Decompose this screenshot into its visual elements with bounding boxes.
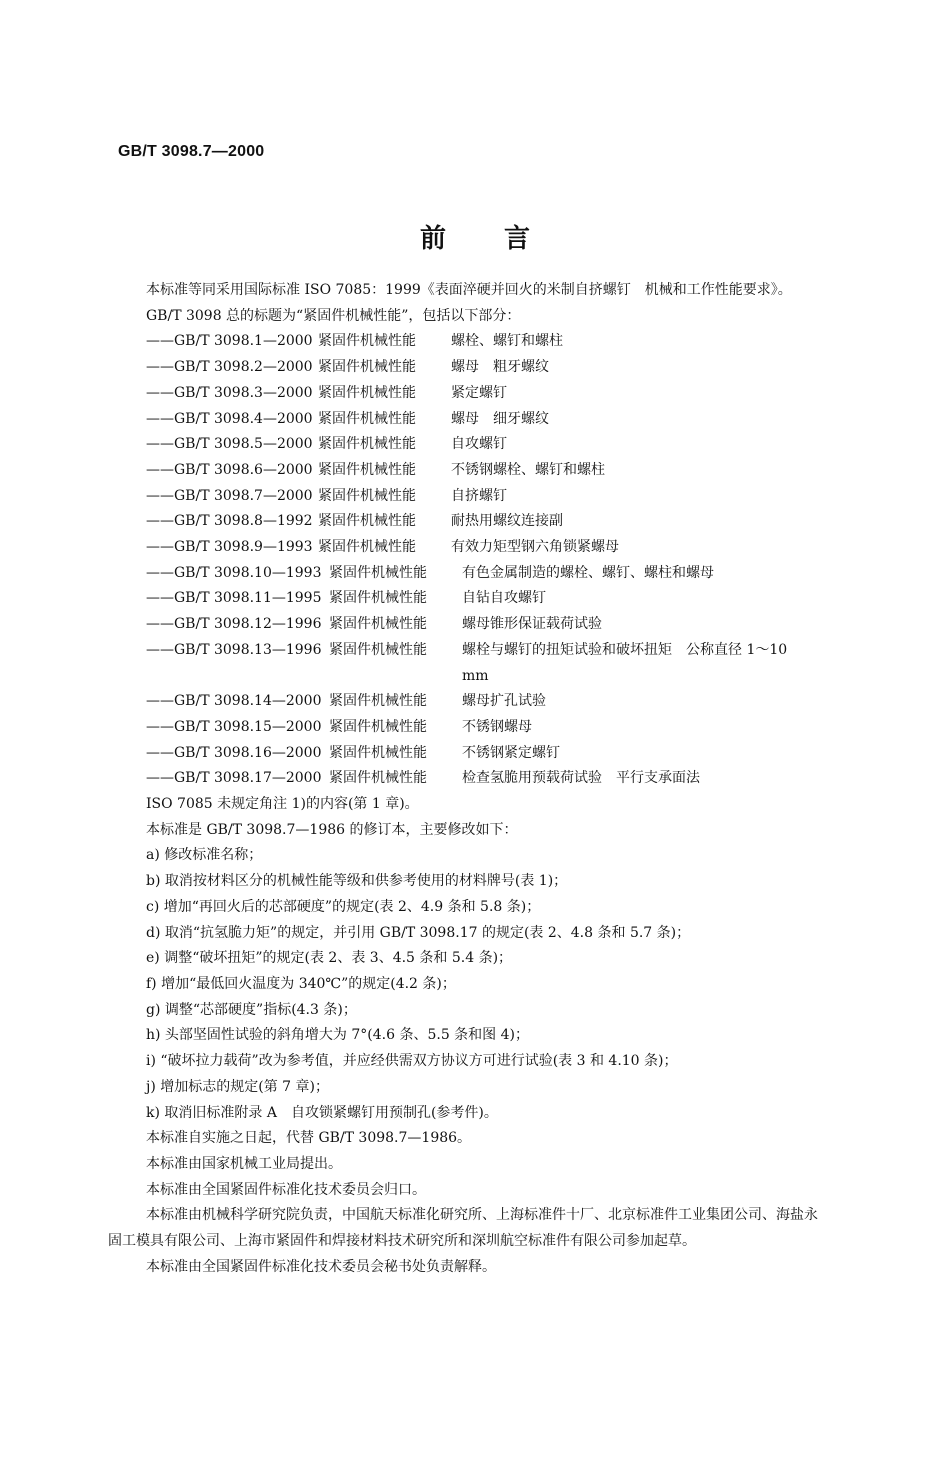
list-item: [108, 329, 823, 355]
committee-statement: 本标准由全国紧固件标准化技术委员会归口。: [146, 1181, 426, 1198]
change-item: f) 增加“最低回火温度为 340℃”的规定(4.2 条)；: [146, 975, 456, 992]
part-desc: 自攻螺钉: [451, 436, 507, 453]
part-code: ——GB/T 3098.13—1996: [146, 641, 322, 658]
list-item: [108, 432, 823, 458]
part-code: ——GB/T 3098.1—2000: [146, 333, 313, 350]
interpretation-statement: 本标准由全国紧固件标准化技术委员会秘书处负责解释。: [146, 1258, 496, 1275]
part-category: 紧固件机械性能: [329, 616, 427, 633]
intro-paragraph: 本标准等同采用国际标准 ISO 7085：1999《表面淬硬并回火的米制自挤螺钉 机械和工作性能要求》。: [146, 282, 792, 298]
part-code: ——GB/T 3098.6—2000: [146, 461, 313, 478]
list-item: [108, 561, 823, 587]
part-code: ——GB/T 3098.4—2000: [146, 410, 313, 427]
list-item: [108, 638, 823, 689]
part-desc: 螺栓与螺钉的扭矩试验和破坏扭矩 公称直径 1～10 mm: [462, 641, 788, 684]
part-category: 紧固件机械性能: [329, 770, 427, 787]
list-item: [108, 535, 823, 561]
part-code: ——GB/T 3098.15—2000: [146, 718, 322, 735]
part-code: ——GB/T 3098.12—1996: [146, 616, 322, 633]
part-code: ——GB/T 3098.17—2000: [146, 770, 322, 787]
part-desc: 螺栓、螺钉和螺柱: [451, 333, 563, 350]
replacement-statement: 本标准自实施之日起，代替 GB/T 3098.7—1986。: [146, 1130, 472, 1147]
part-category: 紧固件机械性能: [318, 436, 416, 453]
drafters-statement: 本标准由机械科学研究院负责，中国航天标准化研究所、上海标准件十厂、北京标准件工业集团公司、海盐永固工模具有限公司、上海市紧固件和焊接材料技术研究所和深圳航空标准件有限公司参加起草。: [108, 1207, 818, 1250]
part-desc: 螺母 粗牙螺纹: [451, 359, 549, 376]
part-category: 紧固件机械性能: [318, 384, 416, 401]
revision-intro: 本标准是 GB/T 3098.7—1986 的修订本，主要修改如下：: [146, 821, 518, 838]
part-category: 紧固件机械性能: [329, 718, 427, 735]
part-code: ——GB/T 3098.8—1992: [146, 513, 313, 530]
part-code: ——GB/T 3098.11—1995: [146, 590, 322, 607]
page-title: 前言: [419, 224, 588, 254]
part-category: 紧固件机械性能: [318, 333, 416, 350]
list-item: [108, 484, 823, 510]
part-category: 紧固件机械性能: [318, 410, 416, 427]
change-item: d) 取消“抗氢脆力矩”的规定，并引用 GB/T 3098.17 的规定(表 2、4.8 条和 5.7 条)；: [146, 924, 691, 941]
proposer-statement: 本标准由国家机械工业局提出。: [146, 1155, 342, 1172]
part-code: ——GB/T 3098.3—2000: [146, 384, 313, 401]
part-desc: 不锈钢螺母: [462, 718, 532, 735]
part-code: ——GB/T 3098.16—2000: [146, 744, 322, 761]
part-category: 紧固件机械性能: [318, 539, 416, 556]
parts-list: [108, 329, 823, 792]
list-item: [108, 741, 823, 767]
change-item: i) “破坏拉力载荷”改为参考值，并应经供需双方协议方可进行试验(表 3 和 4.10 条)；: [146, 1053, 678, 1070]
part-desc: 检查氢脆用预载荷试验 平行支承面法: [462, 770, 700, 787]
standard-code-header: GB/T 3098.7—2000: [118, 143, 265, 160]
part-category: 紧固件机械性能: [329, 641, 427, 658]
part-category: 紧固件机械性能: [329, 564, 427, 581]
list-item: [108, 381, 823, 407]
part-code: ——GB/T 3098.7—2000: [146, 487, 313, 504]
part-category: 紧固件机械性能: [318, 513, 416, 530]
iso-note: ISO 7085 未规定角注 1)的内容(第 1 章)。: [146, 796, 419, 813]
list-item: [108, 689, 823, 715]
part-desc: 有效力矩型钢六角锁紧螺母: [451, 539, 619, 556]
part-code: ——GB/T 3098.10—1993: [146, 564, 322, 581]
part-desc: 紧定螺钉: [451, 384, 507, 401]
part-desc: 螺母锥形保证载荷试验: [462, 616, 602, 633]
part-desc: 耐热用螺纹连接副: [451, 513, 563, 530]
list-item: [108, 355, 823, 381]
part-category: 紧固件机械性能: [329, 590, 427, 607]
part-desc: 自挤螺钉: [451, 487, 507, 504]
changes-list: [108, 843, 823, 1126]
part-code: ——GB/T 3098.5—2000: [146, 436, 313, 453]
part-category: 紧固件机械性能: [318, 359, 416, 376]
list-item: [108, 715, 823, 741]
list-item: [108, 766, 823, 792]
part-category: 紧固件机械性能: [318, 487, 416, 504]
list-item: [108, 509, 823, 535]
part-desc: 螺母 细牙螺纹: [451, 410, 549, 427]
part-desc: 螺母扩孔试验: [462, 693, 546, 710]
change-item: b) 取消按材料区分的机械性能等级和供参考使用的材料牌号(表 1)；: [146, 873, 568, 890]
part-code: ——GB/T 3098.2—2000: [146, 359, 313, 376]
change-item: k) 取消旧标准附录 A 自攻锁紧螺钉用预制孔(参考件)。: [146, 1104, 498, 1121]
part-code: ——GB/T 3098.14—2000: [146, 693, 322, 710]
part-category: 紧固件机械性能: [329, 744, 427, 761]
list-item: [108, 586, 823, 612]
change-item: e) 调整“破坏扭矩”的规定(表 2、表 3、4.5 条和 5.4 条)；: [146, 950, 513, 967]
change-item: g) 调整“芯部硬度”指标(4.3 条)；: [146, 1001, 357, 1018]
change-item: c) 增加“再回火后的芯部硬度”的规定(表 2、4.9 条和 5.8 条)；: [146, 898, 541, 915]
part-desc: 不锈钢紧定螺钉: [462, 744, 560, 761]
list-item: [108, 612, 823, 638]
part-category: 紧固件机械性能: [318, 461, 416, 478]
list-item: [108, 458, 823, 484]
part-category: 紧固件机械性能: [329, 693, 427, 710]
list-item: [108, 407, 823, 433]
change-item: h) 头部坚固性试验的斜角增大为 7°(4.6 条、5.5 条和图 4)；: [146, 1027, 529, 1044]
part-desc: 不锈钢螺栓、螺钉和螺柱: [451, 461, 605, 478]
part-desc: 自钻自攻螺钉: [462, 590, 546, 607]
change-item: a) 修改标准名称；: [146, 847, 263, 864]
foreword-body: [108, 278, 823, 1280]
series-title-paragraph: GB/T 3098 总的标题为“紧固件机械性能”，包括以下部分：: [146, 307, 521, 324]
part-desc: 有色金属制造的螺栓、螺钉、螺柱和螺母: [462, 564, 714, 581]
change-item: j) 增加标志的规定(第 7 章)；: [146, 1078, 329, 1095]
part-code: ——GB/T 3098.9—1993: [146, 539, 313, 556]
